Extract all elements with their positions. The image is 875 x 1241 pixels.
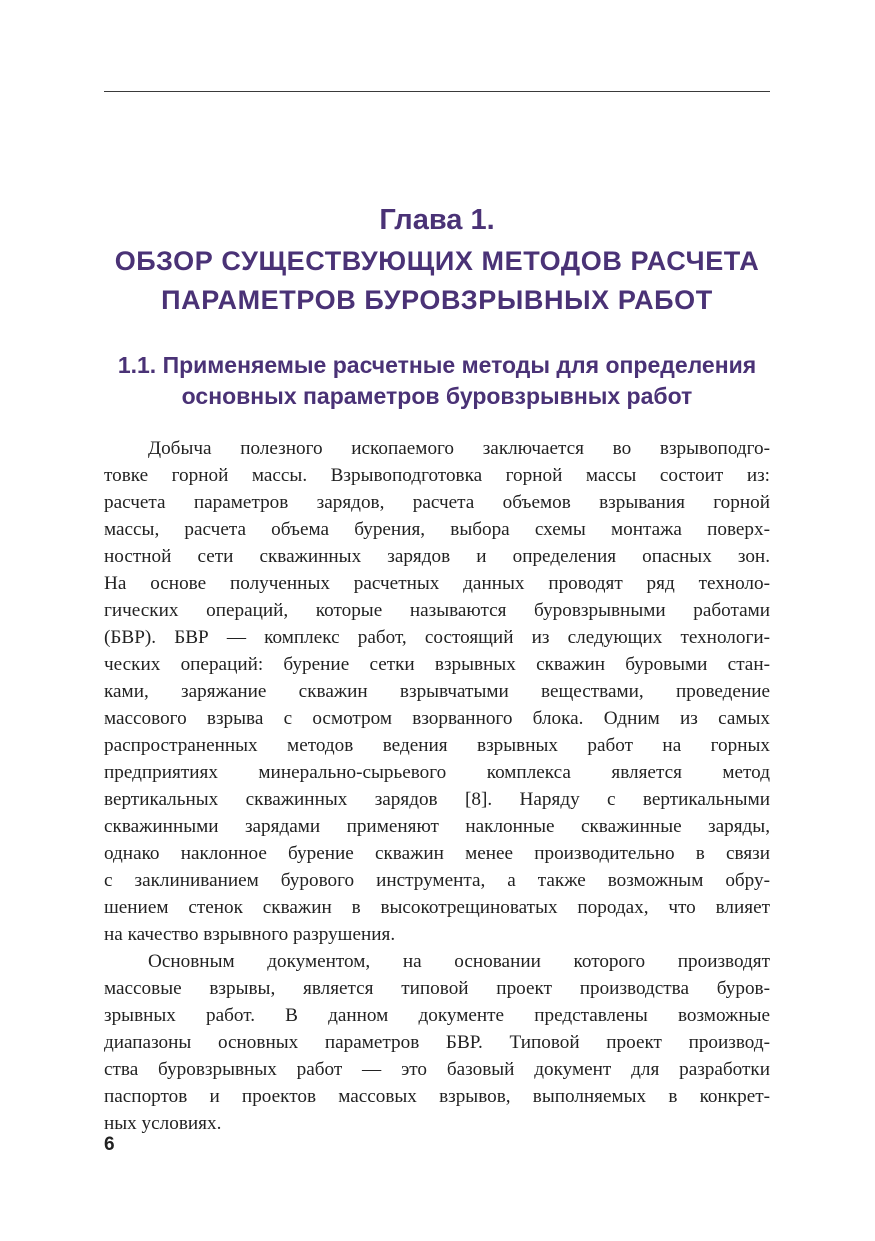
text-line: массы, расчета объема бурения, выбора схемы монтажа поверх- bbox=[104, 519, 770, 540]
text-line: ками, заряжание скважин взрывчатыми веществами, проведение bbox=[104, 681, 770, 702]
text-line: шением стенок скважин в высокотрещиноватых породах, что влияет bbox=[104, 897, 770, 918]
text-line: на качество взрывного разрушения. bbox=[104, 924, 396, 945]
paragraph-1 bbox=[104, 435, 770, 948]
section-title-line-1: 1.1. Применяемые расчетные методы для определения bbox=[117, 352, 757, 378]
chapter-title-line-1: ОБЗОР СУЩЕСТВУЮЩИХ МЕТОДОВ РАСЧЕТА bbox=[114, 246, 760, 276]
section-title-line-2: основных параметров буровзрывных работ bbox=[181, 383, 693, 409]
chapter-label: Глава 1. bbox=[379, 204, 495, 236]
text-line: ства буровзрывных работ — это базовый документ для разработки bbox=[104, 1059, 770, 1080]
text-line: массовые взрывы, является типовой проект производства буров- bbox=[104, 978, 770, 999]
text-line: вертикальных скважинных зарядов [8]. Наряду с вертикальными bbox=[104, 789, 770, 810]
text-line: гических операций, которые называются буровзрывными работами bbox=[104, 600, 770, 621]
text-line: ческих операций: бурение сетки взрывных скважин буровыми стан- bbox=[104, 654, 770, 675]
chapter-title-line-2: ПАРАМЕТРОВ БУРОВЗРЫВНЫХ РАБОТ bbox=[161, 285, 713, 315]
paragraph-2 bbox=[104, 948, 770, 1137]
text-line: (БВР). БВР — комплекс работ, состоящий из следующих технологи- bbox=[104, 627, 770, 648]
text-line: массового взрыва с осмотром взорванного блока. Одним из самых bbox=[104, 708, 770, 729]
text-line: диапазоны основных параметров БВР. Типовой проект производ- bbox=[104, 1032, 770, 1053]
body-text bbox=[104, 435, 770, 1137]
text-line: Основным документом, на основании которого производят bbox=[148, 951, 770, 972]
text-line: Добыча полезного ископаемого заключается во взрывоподго- bbox=[148, 438, 770, 459]
page-number: 6 bbox=[104, 1134, 115, 1155]
header-rule bbox=[104, 91, 770, 92]
text-line: с заклиниванием бурового инструмента, а также возможным обру- bbox=[104, 870, 770, 891]
text-line: ностной сети скважинных зарядов и определения опасных зон. bbox=[104, 546, 770, 567]
text-line: На основе полученных расчетных данных проводят ряд техноло- bbox=[104, 573, 770, 594]
text-line: однако наклонное бурение скважин менее производительно в связи bbox=[104, 843, 770, 864]
section-heading bbox=[104, 350, 770, 412]
chapter-heading bbox=[104, 200, 770, 320]
text-line: предприятиях минерально-сырьевого комплекса является метод bbox=[104, 762, 770, 783]
text-line: зрывных работ. В данном документе представлены возможные bbox=[104, 1005, 770, 1026]
text-line: паспортов и проектов массовых взрывов, выполняемых в конкрет- bbox=[104, 1086, 770, 1107]
text-line: товке горной массы. Взрывоподготовка горной массы состоит из: bbox=[104, 465, 770, 486]
text-line: ных условиях. bbox=[104, 1113, 222, 1134]
text-line: расчета параметров зарядов, расчета объемов взрывания горной bbox=[104, 492, 770, 513]
text-line: скважинными зарядами применяют наклонные скважинные заряды, bbox=[104, 816, 770, 837]
text-line: распространенных методов ведения взрывных работ на горных bbox=[104, 735, 770, 756]
